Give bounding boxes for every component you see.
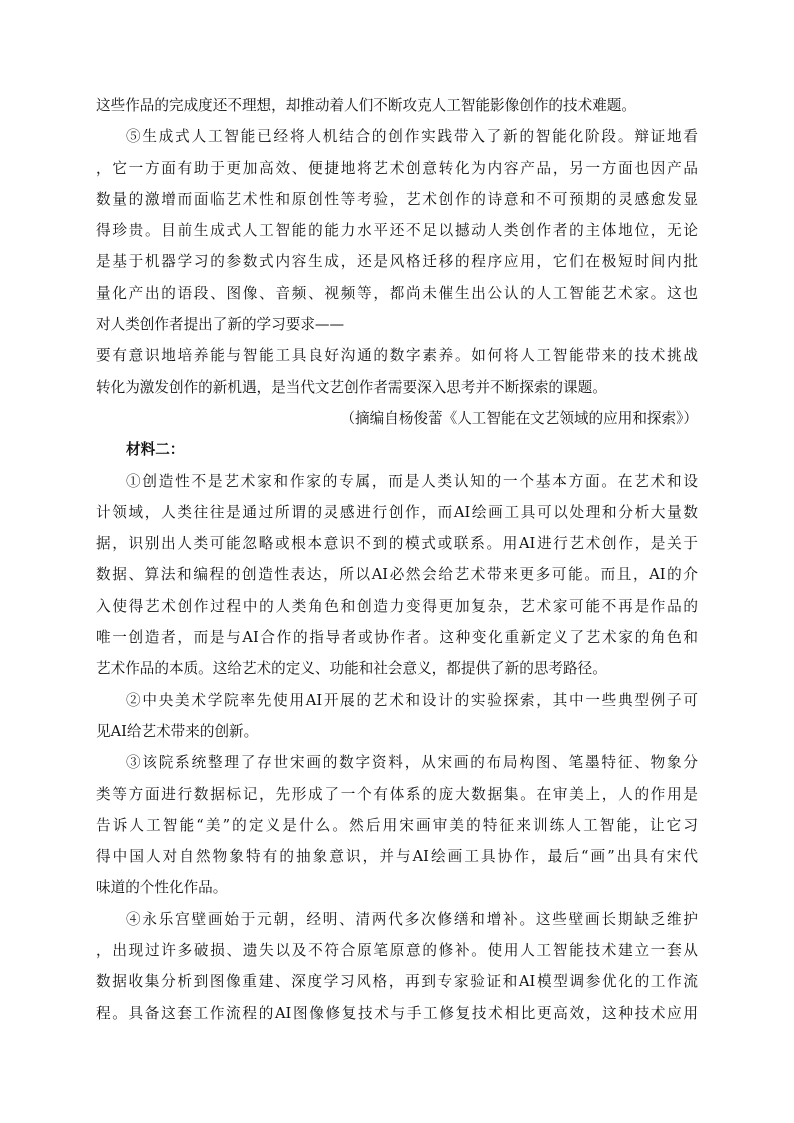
text-line: 对人类创作者提出了新的学习要求—— — [96, 316, 345, 334]
material1-tail — [96, 90, 698, 121]
material2-paragraph-1 — [96, 466, 698, 685]
material2-paragraph-4 — [96, 904, 698, 1029]
text-line: 得珍贵。目前生成式人工智能的能力水平还不足以撼动人类创作者的主体地位，无论 — [96, 222, 698, 240]
document-page — [96, 90, 698, 1029]
material2-paragraph-2 — [96, 685, 698, 748]
text-line: ①创造性不是艺术家和作家的专属，而是人类认知的一个基本方面。在艺术和设 — [126, 472, 698, 490]
material2-paragraph-3 — [96, 747, 698, 903]
text-line: 数量的激增而面临艺术性和原创性等考验，艺术创作的诗意和不可预期的灵感愈发显 — [96, 190, 698, 208]
source-citation: （摘编自杨俊蕾《人工智能在文艺领域的应用和探索》） — [340, 409, 698, 427]
text-line: 艺术作品的本质。这给艺术的定义、功能和社会意义，都提供了新的思考路径。 — [96, 660, 607, 678]
text-line: 计领域，人类往往是通过所谓的灵感进行创作，而AI绘画工具可以处理和分析大量数 — [96, 503, 698, 521]
text-line: 味道的个性化作品。 — [96, 879, 228, 897]
text-line: ⑤生成式人工智能已经将人机结合的创作实践带入了新的智能化阶段。辩证地看 — [126, 128, 698, 146]
text-line: 是基于机器学习的参数式内容生成，还是风格迁移的程序应用，它们在极短时间内批 — [96, 253, 698, 271]
text-line: 数据收集分析到图像重建、深度学习风格，再到专家验证和AI模型调参优化的工作流 — [96, 973, 698, 991]
text-line: ，它一方面有助于更加高效、便捷地将艺术创意转化为内容产品，另一方面也因产品 — [96, 159, 698, 177]
text-line: 见AI给艺术带来的创新。 — [96, 722, 259, 740]
text-line: 据，识别出人类可能忽略或根本意识不到的模式或联系。用AI进行艺术创作，是关于 — [96, 535, 698, 553]
text-line: 要有意识地培养能与智能工具良好沟通的数字素养。如何将人工智能带来的技术挑战 — [96, 347, 698, 365]
text-line: 程。具备这套工作流程的AI图像修复技术与手工修复技术相比更高效，这种技术应用 — [96, 1004, 698, 1022]
text-line: 入使得艺术创作过程中的人类角色和创造力变得更加复杂，艺术家可能不再是作品的 — [96, 597, 698, 615]
paragraph-5 — [96, 121, 698, 403]
text-line: 量化产出的语段、图像、音频、视频等，都尚未催生出公认的人工智能艺术家。这也 — [96, 284, 698, 302]
text-line: ③该院系统整理了存世宋画的数字资料，从宋画的布局构图、笔墨特征、物象分 — [126, 754, 698, 772]
text-line: 得中国人对自然物象特有的抽象意识，并与AI绘画工具协作，最后“画”出具有宋代 — [96, 848, 698, 866]
text-line: ④永乐宫壁画始于元朝，经明、清两代多次修缮和增补。这些壁画长期缺乏维护 — [126, 910, 698, 928]
text-line: 类等方面进行数据标记，先形成了一个有体系的庞大数据集。在审美上，人的作用是 — [96, 785, 698, 803]
text-line: ，出现过许多破损、遗失以及不符合原笔原意的修补。使用人工智能技术建立一套从 — [96, 942, 698, 960]
text-line: 告诉人工智能“美”的定义是什么。然后用宋画审美的特征来训练人工智能，让它习 — [96, 816, 698, 834]
text-line: 转化为激发创作的新机遇，是当代文艺创作者需要深入思考并不断探索的课题。 — [96, 378, 607, 396]
text-line: 这些作品的完成度还不理想，却推动着人们不断攻克人工智能影像创作的技术难题。 — [96, 97, 636, 114]
material2-heading: 材料二： — [126, 441, 185, 459]
text-line: 唯一创造者，而是与AI合作的指导者或协作者。这种变化重新定义了艺术家的角色和 — [96, 629, 698, 647]
text-line: ②中央美术学院率先使用AI开展的艺术和设计的实验探索，其中一些典型例子可 — [126, 691, 698, 709]
text-line: 数据、算法和编程的创造性表达，所以AI必然会给艺术带来更多可能。而且，AI的介 — [96, 566, 698, 584]
